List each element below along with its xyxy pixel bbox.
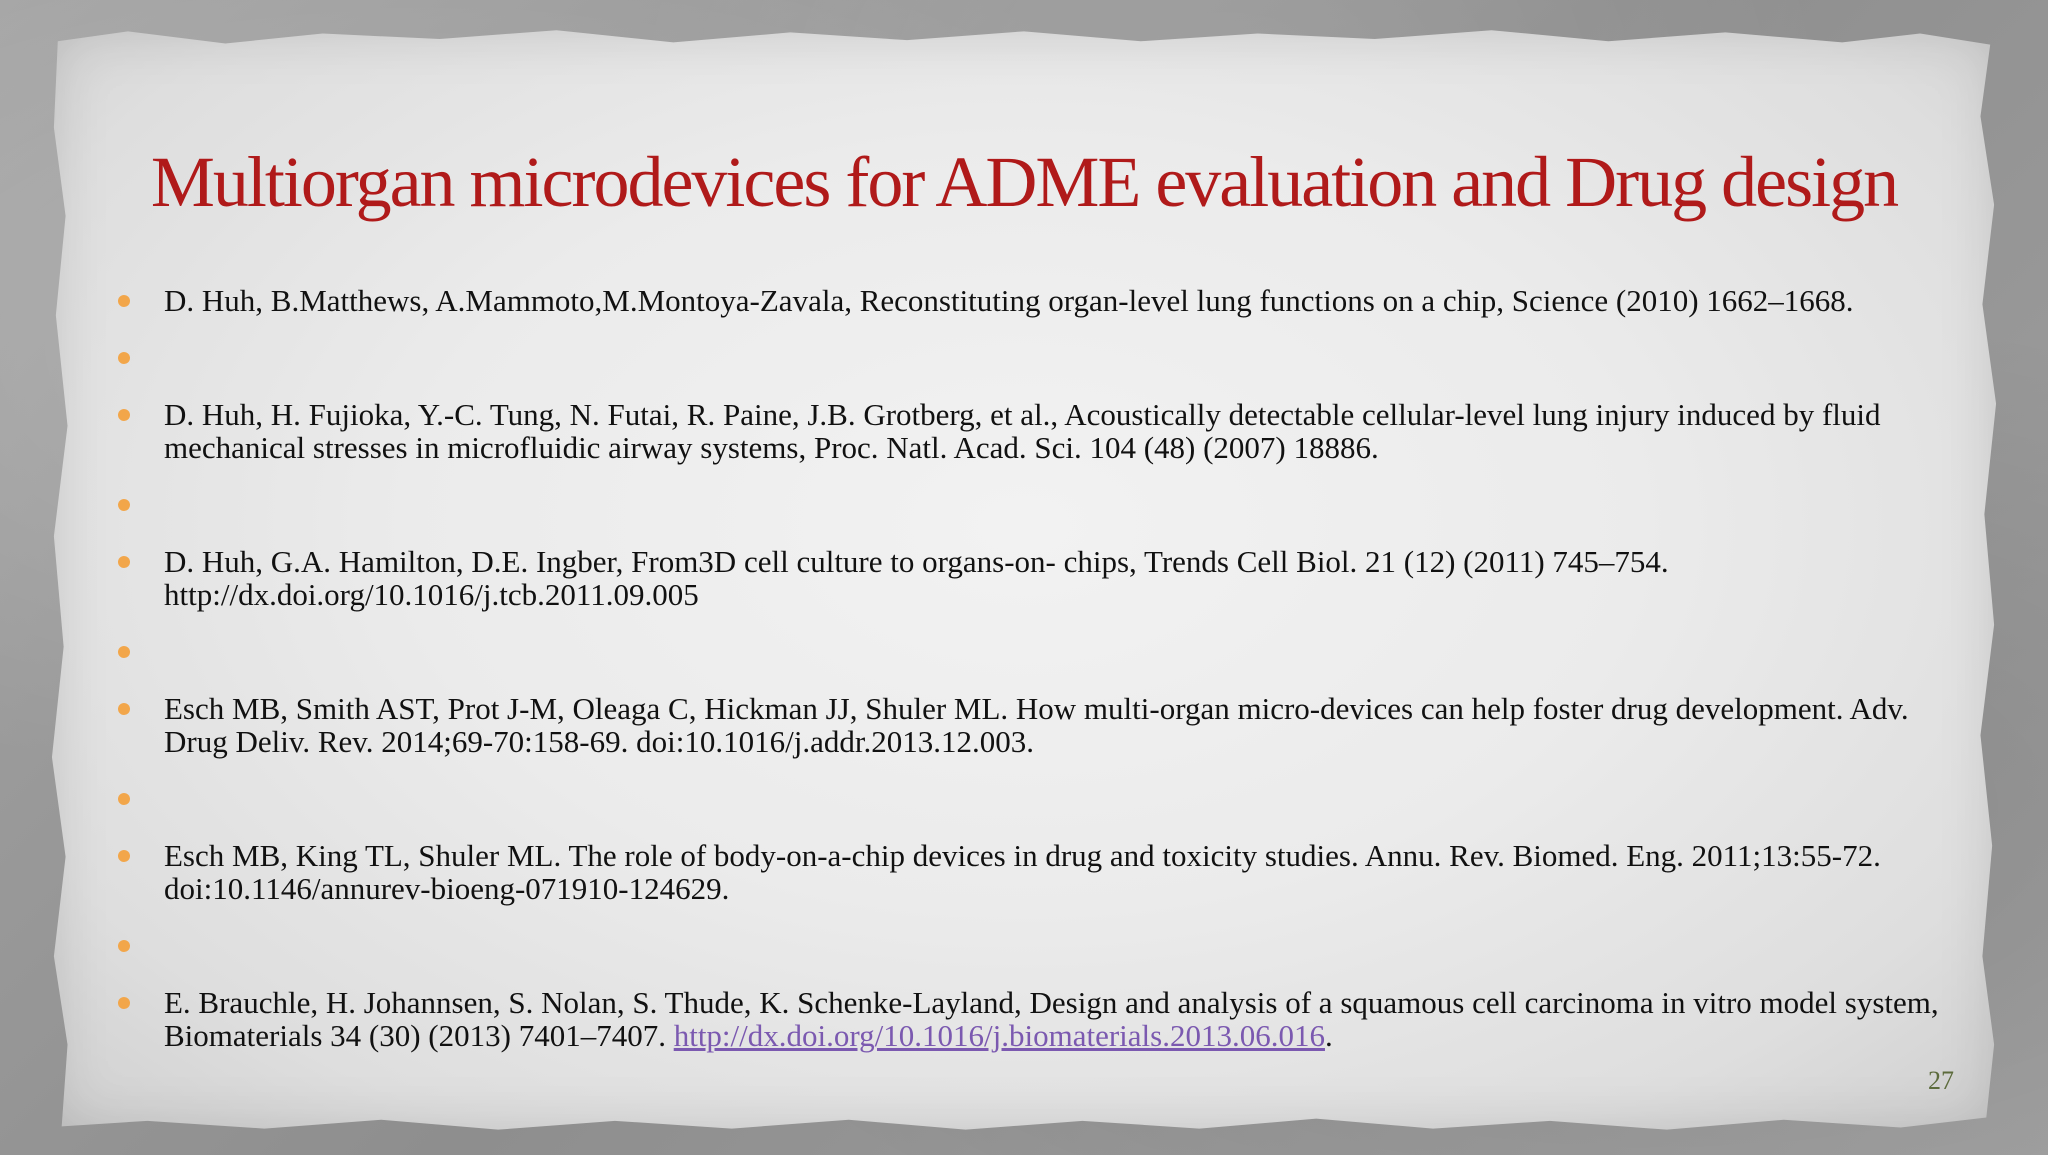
reference-item xyxy=(118,398,1948,464)
bullet-icon xyxy=(118,997,130,1009)
empty-bullet-item xyxy=(118,341,1948,374)
reference-item xyxy=(118,986,1948,1052)
bullet-icon xyxy=(118,499,130,511)
slide-title: Multiorgan microdevices for ADME evaluation and Drug design xyxy=(150,142,1898,222)
bullet-icon xyxy=(118,352,130,364)
reference-text: D. Huh, G.A. Hamilton, D.E. Ingber, From3D cell culture to organs-on- chips, Trends Cell Biol. 21 (12) (2011) 745–754. http://dx.doi.org/10.1016/j.tcb.2011.09.005 xyxy=(164,544,1669,612)
reference-text: Esch MB, King TL, Shuler ML. The role of body-on-a-chip devices in drug and toxicity studies. Annu. Rev. Biomed. Eng. 2011;13:55-72. doi:10.1146/annurev-bioeng-071910-124629. xyxy=(164,838,1881,906)
bullet-icon xyxy=(118,646,130,658)
reference-item xyxy=(118,692,1948,758)
bullet-icon xyxy=(118,556,130,568)
bullet-icon xyxy=(118,850,130,862)
reference-item xyxy=(118,284,1948,317)
reference-text: D. Huh, H. Fujioka, Y.-C. Tung, N. Futai, R. Paine, J.B. Grotberg, et al., Acoustically detectable cellular-level lung injury induced by fluid mechanical stresses in microfluidic airway systems, Proc. Natl. Acad. Sci. 104 (48) (2007) 18886. xyxy=(164,397,1881,465)
reference-text: Esch MB, Smith AST, Prot J-M, Oleaga C, Hickman JJ, Shuler ML. How multi-organ micro-devices can help foster drug development. Adv. Drug Deliv. Rev. 2014;69-70:158-69. doi:10.1016/j.addr.2013.12.003. xyxy=(164,691,1909,759)
empty-bullet-item xyxy=(118,635,1948,668)
bullet-icon xyxy=(118,940,130,952)
empty-bullet-item xyxy=(118,929,1948,962)
doi-link[interactable]: http://dx.doi.org/10.1016/j.biomaterials.2013.06.016 xyxy=(673,1018,1325,1053)
reference-item xyxy=(118,839,1948,905)
page-number: 27 xyxy=(1928,1066,1954,1095)
reference-item xyxy=(118,545,1948,611)
bullet-icon xyxy=(118,409,130,421)
reference-list xyxy=(118,284,1948,1076)
reference-text: D. Huh, B.Matthews, A.Mammoto,M.Montoya-Zavala, Reconstituting organ-level lung functions on a chip, Science (2010) 1662–1668. xyxy=(164,283,1854,318)
reference-text: E. Brauchle, H. Johannsen, S. Nolan, S. Thude, K. Schenke-Layland, Design and analysis of a squamous cell carcinoma in vitro model system, Biomaterials 34 (30) (2013) 7401–7407. xyxy=(164,985,1939,1053)
empty-bullet-item xyxy=(118,782,1948,815)
bullet-icon xyxy=(118,295,130,307)
reference-suffix: . xyxy=(1324,1018,1333,1053)
empty-bullet-item xyxy=(118,488,1948,521)
bullet-icon xyxy=(118,703,130,715)
bullet-icon xyxy=(118,793,130,805)
